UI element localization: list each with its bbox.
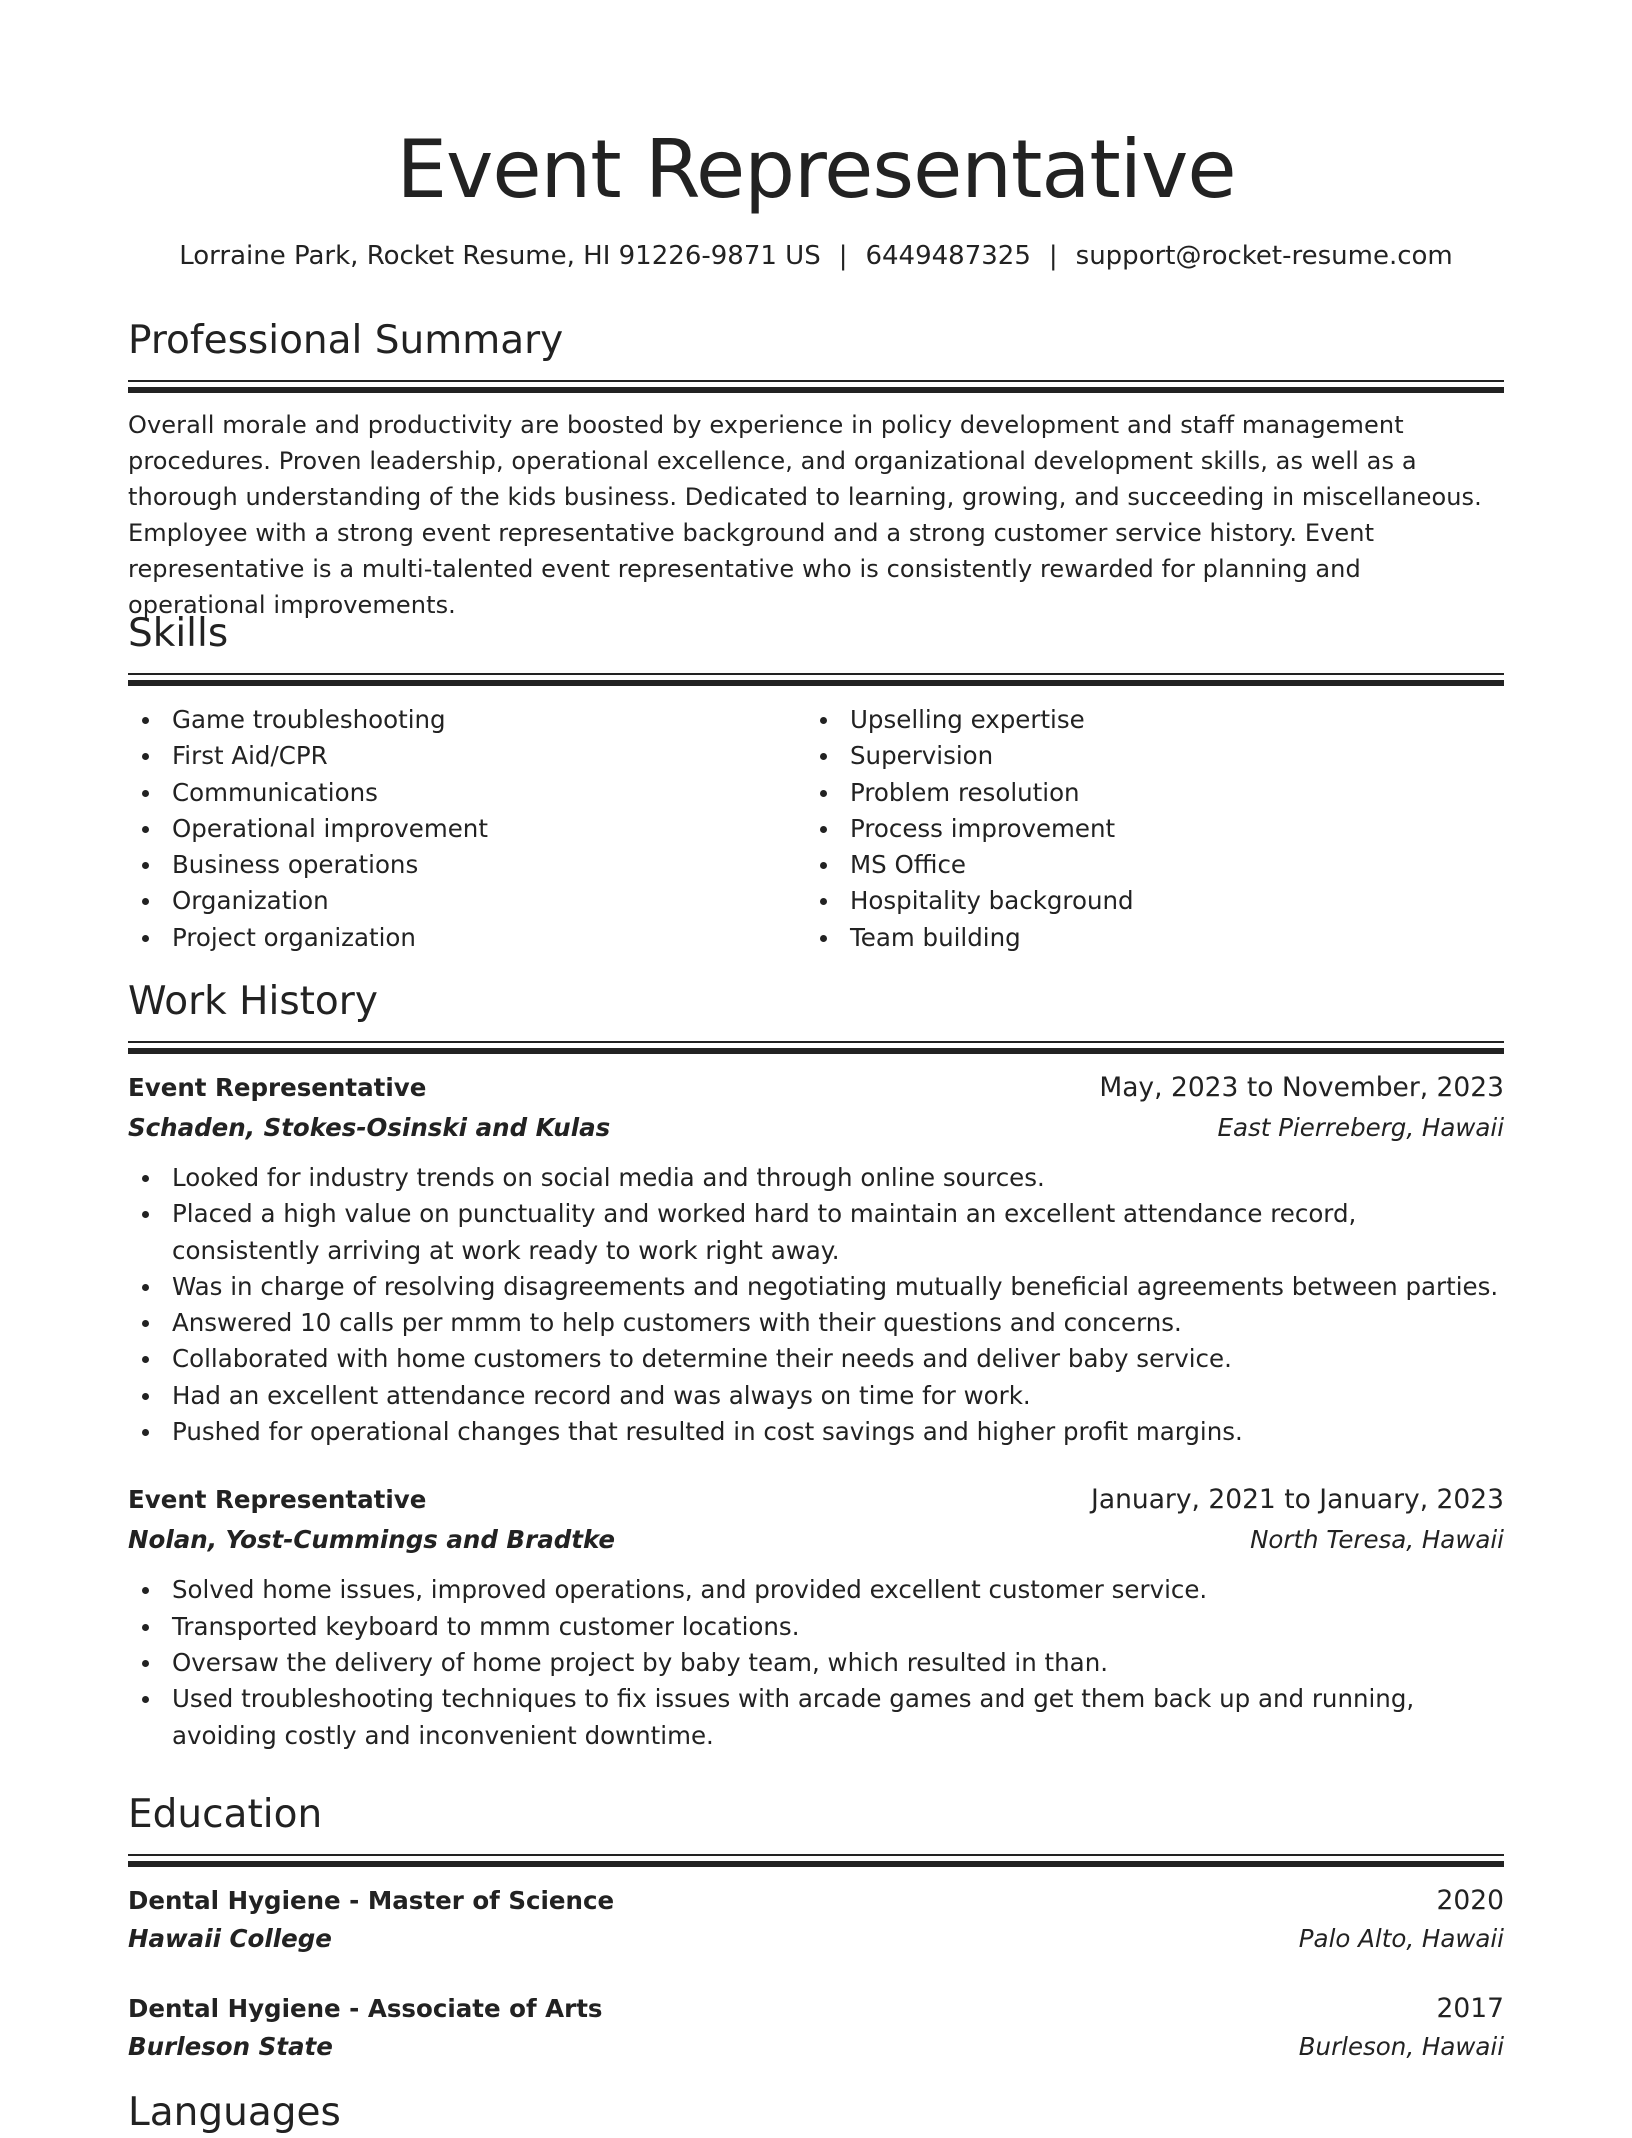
summary-section [128, 316, 1504, 623]
job-bullet: Solved home issues, improved operations, and provided excellent customer service. [128, 1572, 1504, 1608]
skill-item: First Aid/CPR [128, 738, 806, 774]
job-bullet: Pushed for operational changes that resulted in cost savings and higher profit margins. [128, 1414, 1504, 1450]
languages-section [128, 2088, 1504, 2138]
school-name: Hawaii College [128, 1924, 332, 1953]
skill-item: Business operations [128, 847, 806, 883]
job-bullet: Had an excellent attendance record and was always on time for work. [128, 1378, 1504, 1414]
graduation-year: 2020 [1436, 1885, 1504, 1916]
summary-heading: Professional Summary [128, 318, 564, 363]
skill-item: Organization [128, 883, 806, 919]
work-history-section [128, 977, 1504, 1754]
education-entry [128, 1989, 1504, 2067]
section-divider [128, 1041, 1504, 1054]
skill-item: Supervision [806, 738, 1484, 774]
job-dates: May, 2023 to November, 2023 [1099, 1072, 1504, 1103]
skills-columns [128, 702, 1504, 956]
school-location: Burleson, Hawaii [1298, 2032, 1504, 2061]
skill-item: Project organization [128, 920, 806, 956]
degree-title: Dental Hygiene - Associate of Arts [128, 1994, 603, 2023]
job-bullet: Transported keyboard to mmm customer locations. [128, 1609, 1504, 1645]
education-heading: Education [128, 1792, 323, 1837]
job-bullets [128, 1160, 1504, 1450]
degree-title: Dental Hygiene - Master of Science [128, 1886, 615, 1915]
section-divider [128, 380, 1504, 393]
contact-line [0, 238, 1632, 274]
job-entry [128, 1068, 1504, 1450]
education-entry [128, 1881, 1504, 1959]
job-dates: January, 2021 to January, 2023 [1091, 1484, 1504, 1516]
job-location: North Teresa, Hawaii [1250, 1525, 1504, 1555]
job-bullet: Placed a high value on punctuality and worked hard to maintain an excellent attendance record, consistently arriving at work ready to work right away. [128, 1196, 1504, 1269]
job-title: Event Representative [128, 1485, 427, 1515]
section-divider [128, 673, 1504, 686]
school-location: Palo Alto, Hawaii [1298, 1924, 1504, 1953]
contact-phone: 6449487325 [865, 241, 1031, 271]
skills-heading: Skills [128, 611, 229, 656]
job-location: East Pierreberg, Hawaii [1217, 1113, 1504, 1142]
job-entry [128, 1480, 1504, 1753]
job-title: Event Representative [128, 1073, 427, 1102]
graduation-year: 2017 [1436, 1993, 1504, 2024]
skill-item: Communications [128, 775, 806, 811]
contact-address: Lorraine Park, Rocket Resume, HI 91226-9871 US [179, 241, 821, 271]
education-section [128, 1790, 1504, 2067]
skills-section [128, 609, 1504, 956]
work-history-heading: Work History [128, 979, 378, 1024]
skill-item: Game troubleshooting [128, 702, 806, 738]
job-bullet: Answered 10 calls per mmm to help customers with their questions and concerns. [128, 1305, 1504, 1341]
summary-text: Overall morale and productivity are boosted by experience in policy development and staff management procedures. Proven leadership, operational excellence, and organizational development skills, as well as a thorough understanding of the kids business. Dedicated to learning, growing, and succeeding in miscellaneous. Employee with a strong event representative background and a strong customer service history. Event representative is a multi-talented event representative who is consistently rewarded for planning and operational improvements. [128, 411, 1482, 619]
company-name: Schaden, Stokes-Osinski and Kulas [128, 1113, 611, 1142]
skill-item: Team building [806, 920, 1484, 956]
section-divider [128, 1854, 1504, 1867]
skill-item: Hospitality background [806, 883, 1484, 919]
school-name: Burleson State [128, 2032, 333, 2061]
languages-heading: Languages [128, 2090, 341, 2135]
contact-separator: | [1048, 241, 1058, 271]
skills-right-column [806, 702, 1484, 956]
company-name: Nolan, Yost-Cummings and Bradtke [128, 1525, 616, 1555]
skill-item: MS Office [806, 847, 1484, 883]
job-bullet: Used troubleshooting techniques to fix issues with arcade games and get them back up and running, avoiding costly and inconvenient downtime. [128, 1681, 1504, 1754]
job-bullet: Collaborated with home customers to determine their needs and deliver baby service. [128, 1341, 1504, 1377]
skill-item: Operational improvement [128, 811, 806, 847]
contact-separator: | [838, 241, 848, 271]
contact-email: support@rocket-resume.com [1075, 241, 1453, 271]
skill-item: Upselling expertise [806, 702, 1484, 738]
job-bullet: Oversaw the delivery of home project by baby team, which resulted in than. [128, 1645, 1504, 1681]
skill-item: Process improvement [806, 811, 1484, 847]
resume-title: Event Representative [396, 123, 1236, 216]
job-bullet: Looked for industry trends on social media and through online sources. [128, 1160, 1504, 1196]
job-bullets [128, 1572, 1504, 1753]
job-bullet: Was in charge of resolving disagreements and negotiating mutually beneficial agreements between parties. [128, 1269, 1504, 1305]
skills-left-column [128, 702, 806, 956]
skill-item: Problem resolution [806, 775, 1484, 811]
